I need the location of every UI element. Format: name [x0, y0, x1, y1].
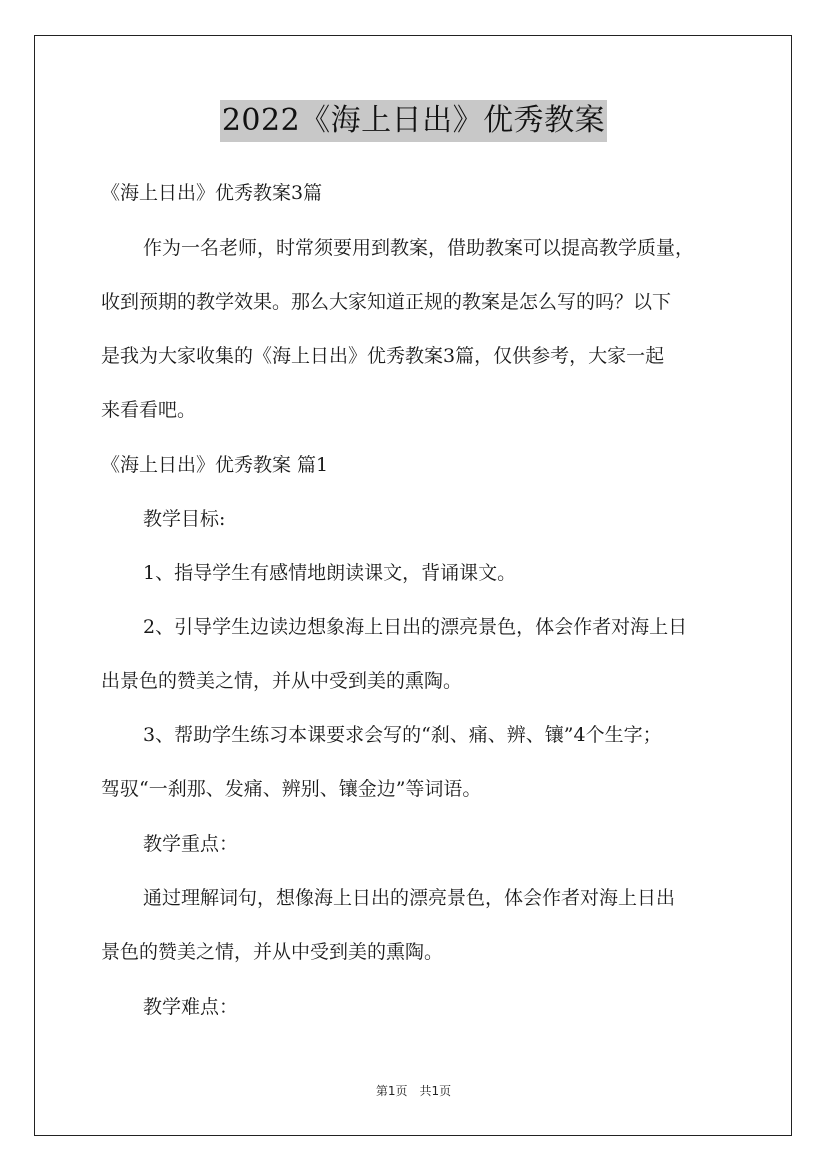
paragraph-line: 收到预期的教学效果。那么大家知道正规的教案是怎么写的吗？以下	[101, 291, 672, 313]
paragraph-line: 是我为大家收集的《海上日出》优秀教案3篇，仅供参考，大家一起	[101, 345, 665, 367]
paragraph-line: 来看看吧。	[101, 399, 197, 421]
paragraph-line: 出景色的赞美之情，并从中受到美的熏陶。	[101, 670, 463, 692]
paragraph-line: 2、引导学生边读边想象海上日出的漂亮景色，体会作者对海上日	[143, 616, 688, 638]
paragraph-line: 通过理解词句，想像海上日出的漂亮景色，体会作者对海上日出	[143, 887, 676, 909]
paragraph-line: 驾驭“一刹那、发痛、辨别、镶金边”等词语。	[101, 778, 482, 800]
paragraph-line: 教学重点：	[143, 833, 239, 855]
document-title: 2022《海上日出》优秀教案	[220, 100, 607, 142]
document-subtitle: 《海上日出》优秀教案3篇	[101, 182, 323, 204]
title-container	[0, 100, 827, 142]
paragraph-line: 教学难点：	[143, 996, 239, 1018]
paragraph-line: 1、指导学生有感情地朗读课文，背诵课文。	[143, 562, 517, 584]
paragraph-line: 景色的赞美之情，并从中受到美的熏陶。	[101, 941, 444, 963]
paragraph-line: 3、帮助学生练习本课要求会写的“刹、痛、辨、镶”4个生字；	[143, 724, 662, 746]
paragraph-line: 教学目标:	[143, 508, 226, 530]
section-heading: 《海上日出》优秀教案 篇1	[101, 454, 329, 476]
page-footer: 第1页 共1页	[375, 1084, 452, 1098]
paragraph-line: 作为一名老师，时常须要用到教案，借助教案可以提高教学质量，	[143, 237, 695, 259]
